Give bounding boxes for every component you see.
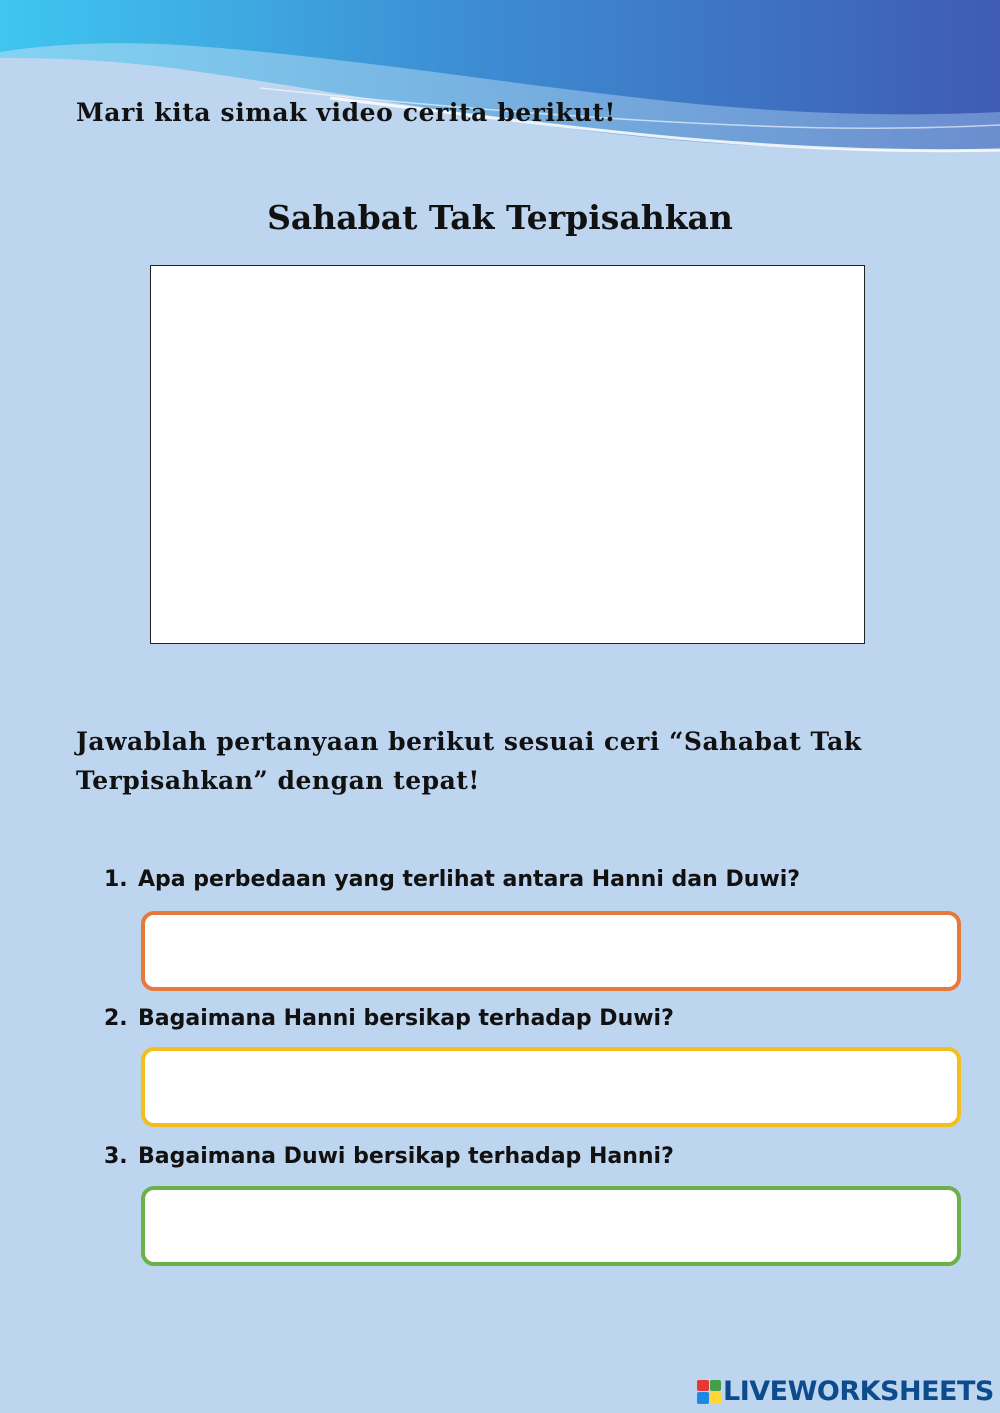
question-1-number: 1. — [104, 867, 128, 892]
intro-text: Mari kita simak video cerita berikut! — [76, 98, 617, 127]
answer-2-input[interactable] — [141, 1047, 961, 1127]
question-3 — [104, 1144, 674, 1169]
question-1-text: Apa perbedaan yang terlihat antara Hanni dan Duwi? — [138, 867, 801, 892]
brand-name: LIVEWORKSHEETS — [723, 1376, 994, 1407]
instruction-text: Jawablah pertanyaan berikut sesuai ceri “Sahabat Tak Terpisahkan” dengan tepat! — [76, 727, 862, 795]
question-2 — [104, 1006, 674, 1031]
liveworksheets-brand — [697, 1376, 994, 1407]
liveworksheets-logo-icon — [697, 1380, 721, 1404]
question-3-number: 3. — [104, 1144, 128, 1169]
answer-3-input[interactable] — [141, 1186, 961, 1266]
header-wave-decoration — [0, 0, 1000, 170]
answer-1-input[interactable] — [141, 911, 961, 991]
question-3-text: Bagaimana Duwi bersikap terhadap Hanni? — [138, 1144, 674, 1169]
video-player[interactable] — [150, 265, 865, 644]
question-1 — [104, 867, 800, 892]
question-2-number: 2. — [104, 1006, 128, 1031]
question-2-text: Bagaimana Hanni bersikap terhadap Duwi? — [138, 1006, 674, 1031]
story-title: Sahabat Tak Terpisahkan — [267, 198, 733, 237]
